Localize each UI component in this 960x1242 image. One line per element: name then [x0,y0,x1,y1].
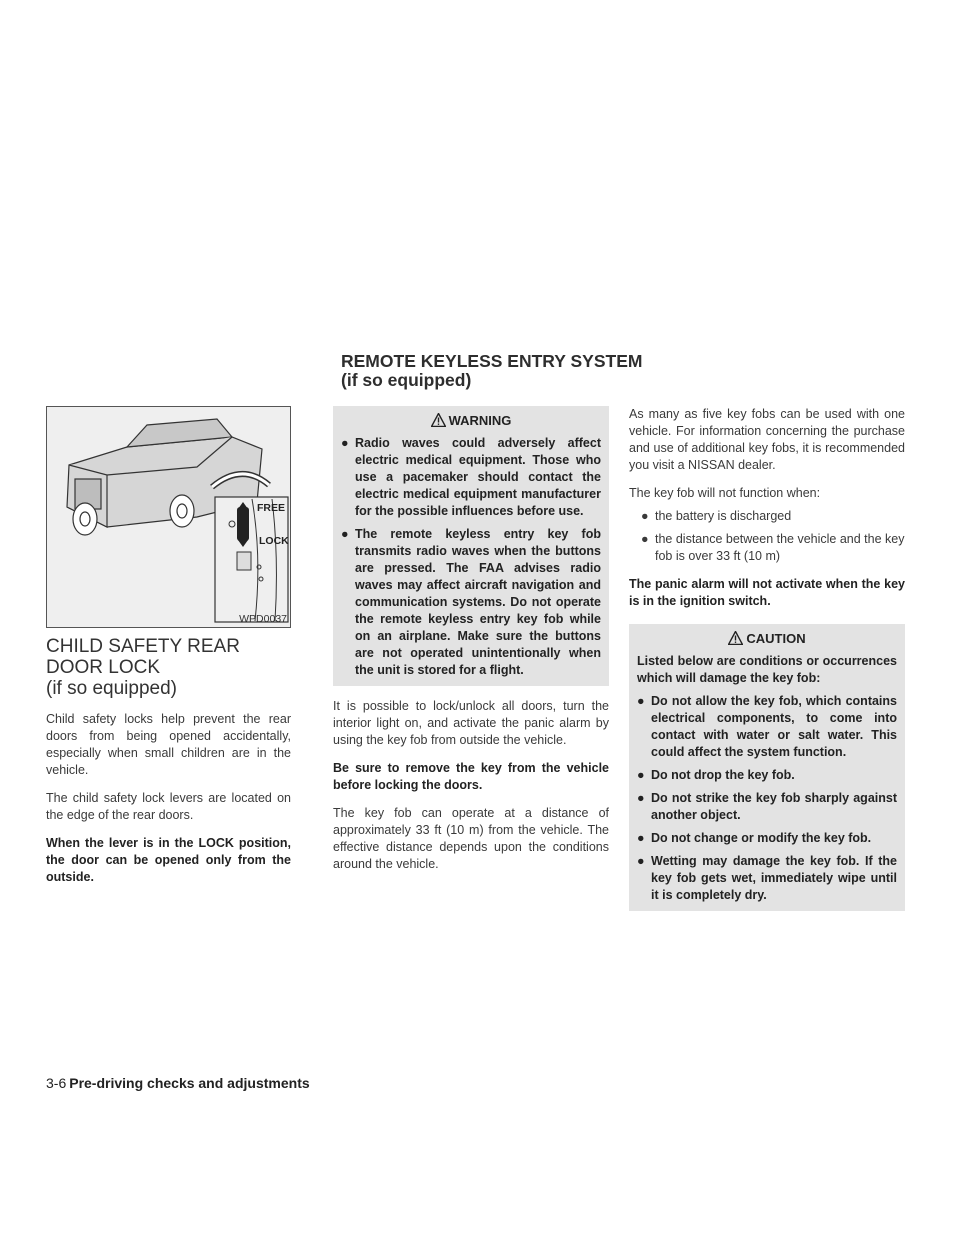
warning-item-text: Radio waves could adversely affect electric medical equipment. Those who use a pacemaker should contact the electric medical equipment manufacturer for the possible influences before use. [355,436,601,518]
bullet-icon: ● [641,509,649,523]
label-free: FREE [257,502,286,514]
bullet-icon: ● [637,791,645,805]
warning-item-text: The remote keyless entry key fob transmits radio waves when the buttons are pressed. The FAA advises radio waves may affect aircraft navigation and communication systems. Do not operate the remote keyless entry key fob while on an airplane. Make sure the buttons are not operated unintentionally when the unit is stored for a flight. [355,527,601,677]
caution-item-text: Do not drop the key fob. [651,768,795,782]
child-lock-para3: When the lever is in the LOCK position, the door can be opened only from the outside. [46,836,291,884]
section-title [341,352,642,390]
child-lock-para1: Child safety locks help prevent the rear doors from being opened accidentally, especially when small children are in the vehicle. [46,712,291,777]
warning-heading-text: WARNING [448,413,512,428]
keyless-para2: Be sure to remove the key from the vehicle before locking the doors. [333,761,609,792]
warning-icon [431,413,446,427]
caution-item [637,830,897,847]
figure-code: WPD0037 [239,613,287,625]
keyless-para5: The key fob will not function when: [629,486,821,500]
truck-lock-diagram [47,407,290,627]
bullet-icon: ● [637,694,645,708]
caution-item [637,693,897,761]
caution-item-text: Do not strike the key fob sharply against another object. [651,791,897,822]
caution-intro-text: Listed below are conditions or occurrences which will damage the key fob: [637,654,897,685]
caution-box [629,624,905,911]
child-lock-heading-line2: (if so equipped) [46,678,177,699]
keyless-bullet [629,531,905,565]
caution-heading [637,631,897,646]
footer-section: Pre-driving checks and adjustments [69,1075,310,1091]
bullet-icon: ● [637,854,645,868]
caution-item-text: Do not change or modify the key fob. [651,831,872,845]
keyless-para4: As many as five key fobs can be used with one vehicle. For information concerning the purchase and use of additional key fobs, it is recommended you visit a NISSAN dealer. [629,407,905,472]
caution-item [637,790,897,824]
keyless-bullet [629,508,905,525]
child-lock-para2: The child safety lock levers are located on the edge of the rear doors. [46,791,291,822]
child-lock-heading-line1: CHILD SAFETY REAR DOOR LOCK [46,636,240,678]
page-number: 3-6 [46,1075,67,1091]
warning-item [341,435,601,520]
bullet-icon: ● [637,768,645,782]
truck-illustration [46,406,291,628]
bullet-icon: ● [341,527,349,541]
keyless-bullet-text: the battery is discharged [655,509,792,523]
section-title-line2: (if so equipped) [341,370,472,390]
middle-column [333,406,609,884]
caution-item [637,767,897,784]
page-footer [46,1075,310,1091]
left-column [46,636,291,897]
keyless-para6: The panic alarm will not activate when the key is in the ignition switch. [629,577,905,608]
section-title-line1: REMOTE KEYLESS ENTRY SYSTEM [341,351,643,371]
warning-heading [341,413,601,428]
keyless-bullet-text: the distance between the vehicle and the key fob is over 33 ft (10 m) [655,532,905,563]
label-lock: LOCK [259,535,289,547]
warning-item [341,526,601,679]
keyless-para3: The key fob can operate at a distance of approximately 33 ft (10 m) from the vehicle. The effective distance depends upon the conditions around the vehicle. [333,806,609,871]
caution-item-text: Wetting may damage the key fob. If the key fob gets wet, immediately wipe until it is completely dry. [651,854,897,902]
bullet-icon: ● [341,436,349,450]
right-column [629,406,905,911]
caution-icon [728,631,743,645]
bullet-icon: ● [641,532,649,546]
caution-intro [637,653,897,687]
keyless-para1: It is possible to lock/unlock all doors, turn the interior light on, and activate the panic alarm by using the key fob from outside the vehicle. [333,699,609,747]
caution-item [637,853,897,904]
caution-heading-text: CAUTION [746,631,806,646]
caution-item-text: Do not allow the key fob, which contains electrical components, to come into contact with water or salt water. This could affect the system function. [651,694,897,759]
warning-box [333,406,609,686]
child-lock-heading [46,636,291,699]
bullet-icon: ● [637,831,645,845]
